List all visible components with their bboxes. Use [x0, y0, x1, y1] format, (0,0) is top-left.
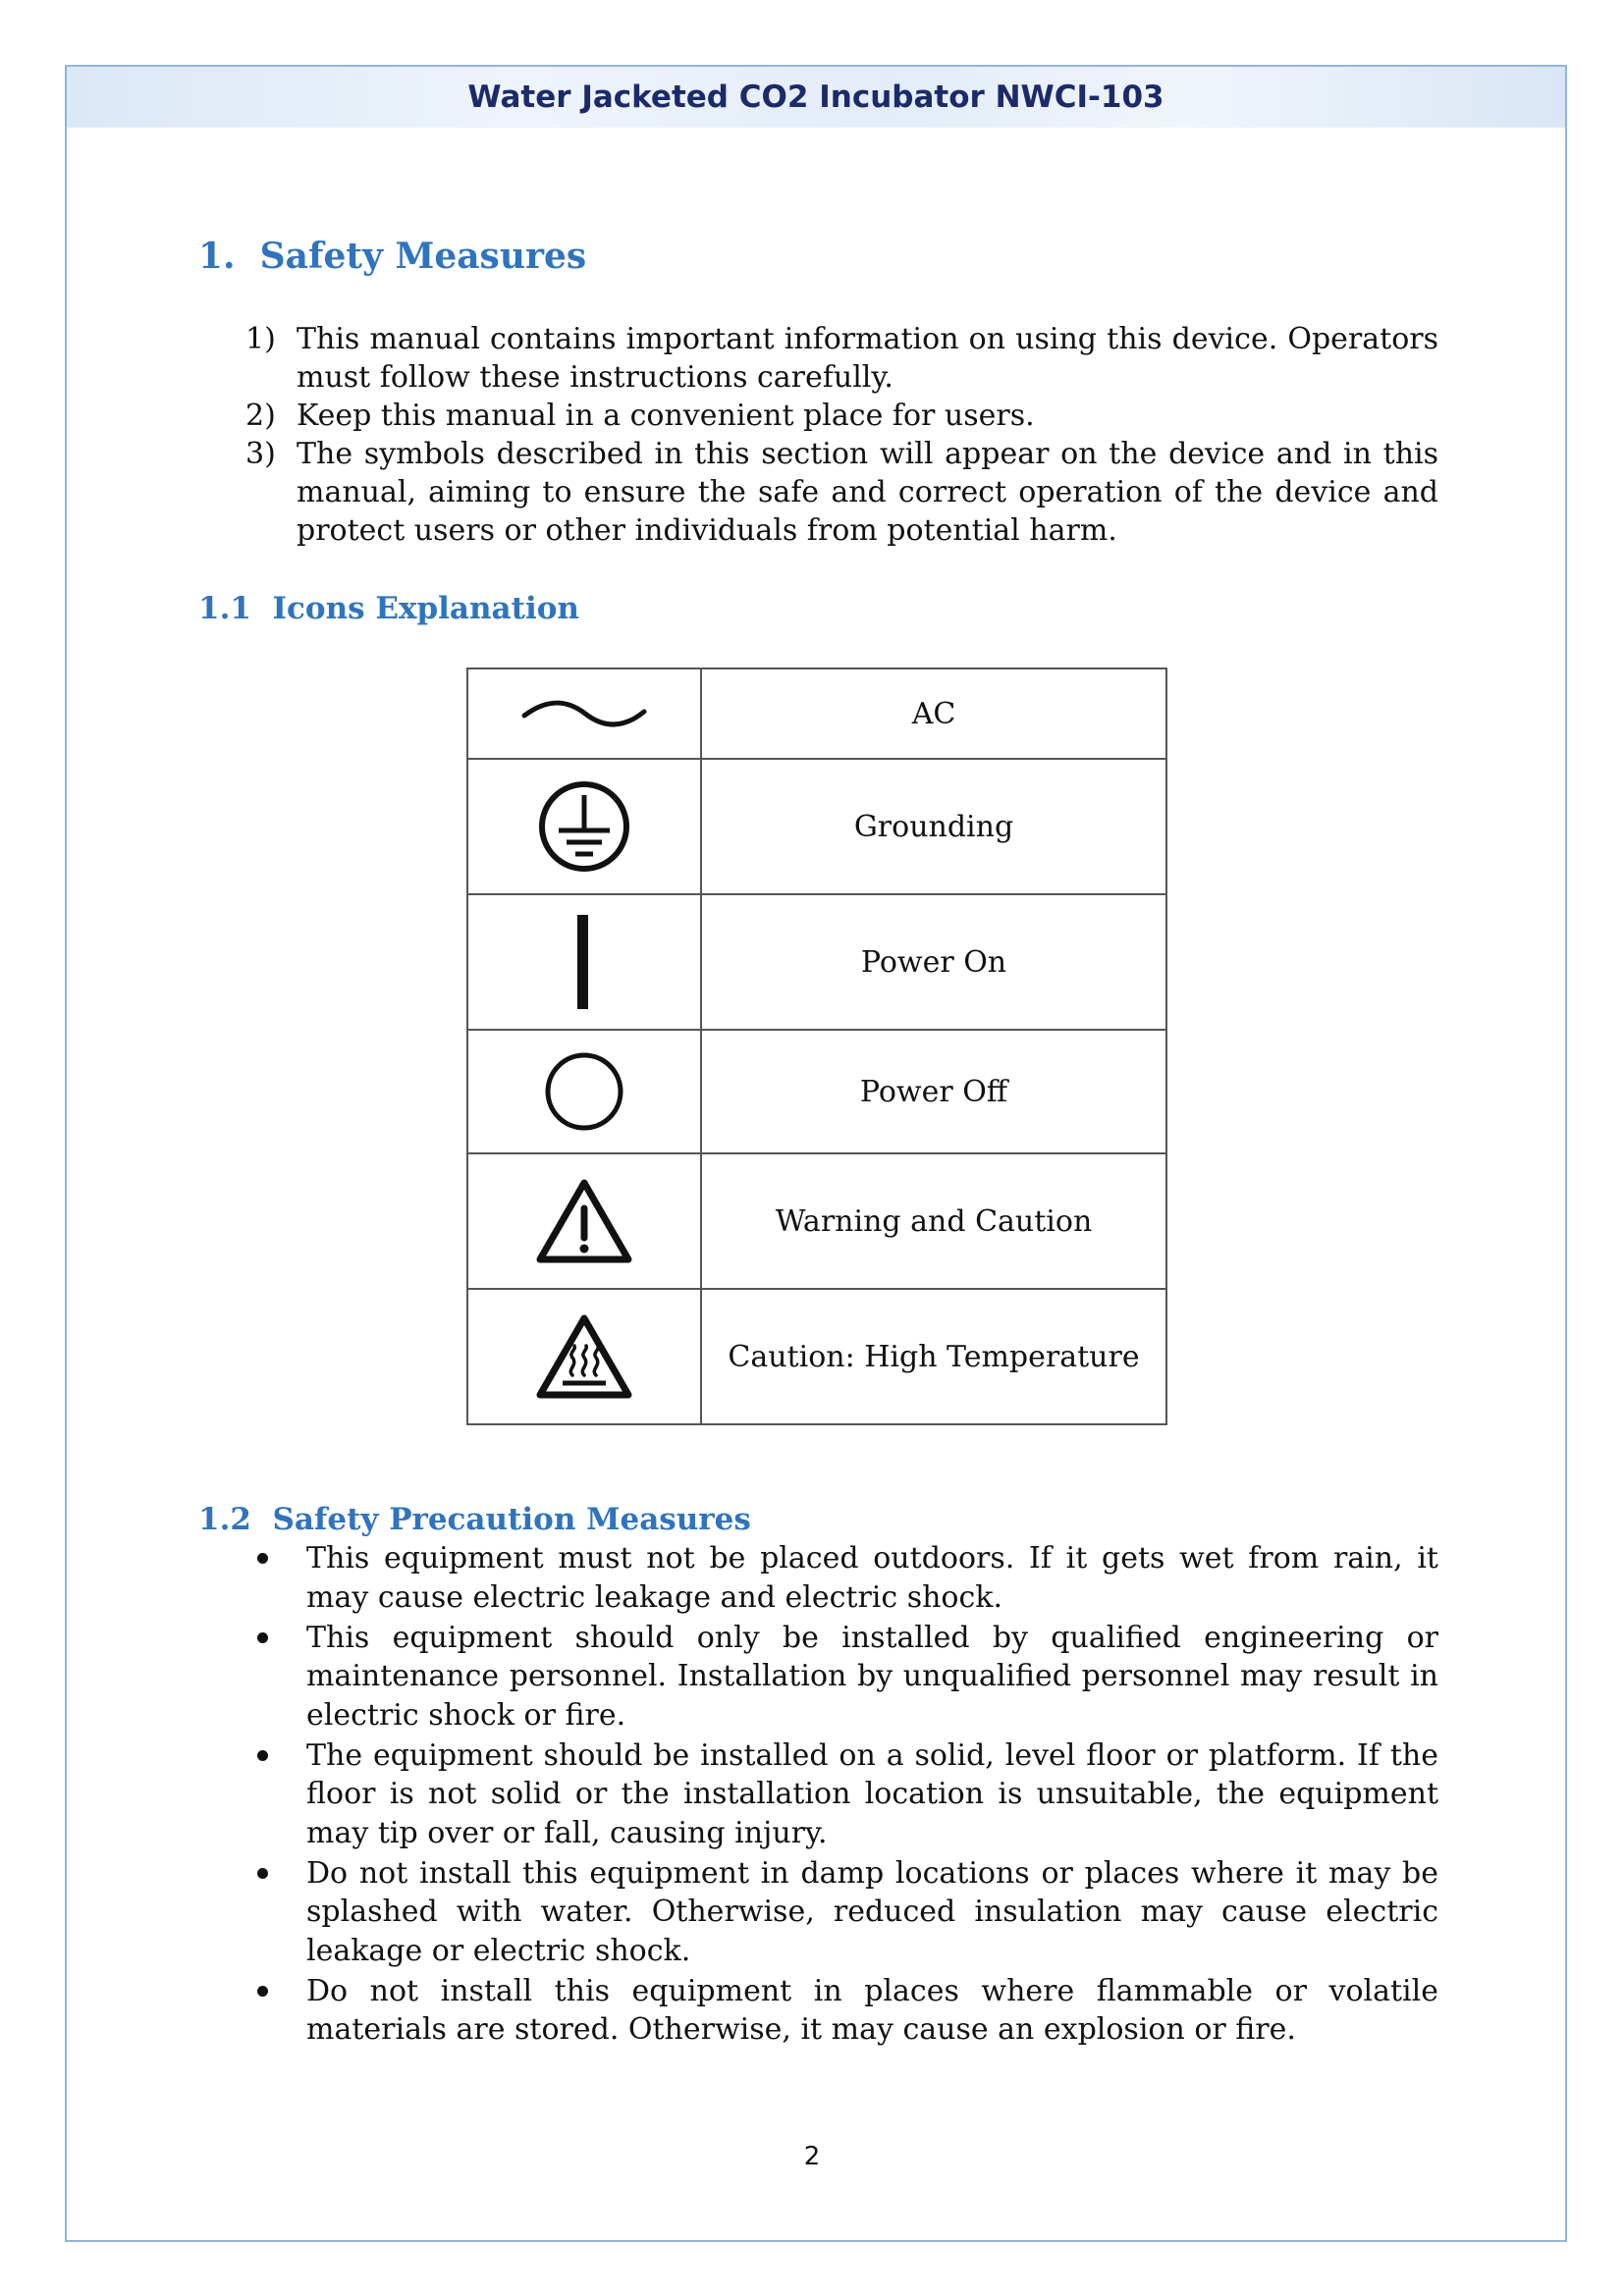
table-row [467, 1030, 1166, 1153]
icon-cell [467, 1289, 701, 1424]
list-item [253, 1736, 1438, 1853]
power-on-icon [565, 911, 604, 1013]
subsection-heading-icons [198, 591, 579, 626]
list-item [245, 435, 1438, 550]
table-row [467, 894, 1166, 1030]
icon-label: Power On [701, 894, 1166, 1030]
table-row [467, 668, 1166, 759]
header-title: Water Jacketed CO2 Incubator NWCI-103 [467, 80, 1164, 115]
precautions-list [253, 1539, 1438, 2051]
power-off-icon [540, 1047, 628, 1136]
warning-triangle-icon [535, 1177, 633, 1265]
list-item-text: Keep this manual in a convenient place for users. [297, 399, 1035, 433]
icon-label: Warning and Caution [701, 1153, 1166, 1289]
table-row [467, 1153, 1166, 1289]
section-heading [198, 236, 586, 277]
icon-cell [467, 894, 701, 1030]
list-item [253, 1619, 1438, 1735]
hot-surface-icon [535, 1312, 633, 1401]
list-item [245, 397, 1438, 435]
list-item-text: The equipment should be installed on a solid, level floor or platform. If the floor is not solid or the installation location is unsuitable, the equipment may tip over or fall, causing injury. [306, 1737, 1438, 1850]
page-number: 2 [803, 2142, 821, 2171]
bullet-icon [257, 1750, 268, 1761]
subsection-heading-precautions [198, 1502, 751, 1537]
list-item [253, 1854, 1438, 1971]
icon-label: Grounding [701, 759, 1166, 894]
icon-label: Power Off [701, 1030, 1166, 1153]
list-item-number: 2) [245, 399, 276, 433]
list-item [245, 320, 1438, 397]
subsection-number: 1.2 [198, 1502, 251, 1537]
table-row [467, 759, 1166, 894]
icon-cell [467, 668, 701, 759]
page-header [67, 67, 1565, 128]
icon-cell [467, 1153, 701, 1289]
section-number: 1. [198, 236, 236, 277]
section-title: Safety Measures [259, 236, 587, 277]
bullet-icon [257, 1553, 268, 1564]
subsection-title: Icons Explanation [272, 591, 579, 626]
bullet-icon [257, 1868, 268, 1879]
bullet-icon [257, 1632, 268, 1643]
bullet-icon [257, 1986, 268, 1997]
subsection-number: 1.1 [198, 591, 251, 626]
icon-cell [467, 1030, 701, 1153]
icon-label: AC [701, 668, 1166, 759]
icon-cell [467, 759, 701, 894]
list-item-text: Do not install this equipment in places where flammable or volatile materials are stored. Otherwise, it may cause an explosion or fire. [306, 1973, 1438, 2047]
subsection-title: Safety Precaution Measures [272, 1502, 751, 1537]
list-item [253, 1972, 1438, 2050]
table-row [467, 1289, 1166, 1424]
list-item-text: This manual contains important information on using this device. Operators must follow these instructions carefully. [297, 322, 1438, 395]
grounding-icon [535, 777, 633, 876]
list-item-text: The symbols described in this section will appear on the device and in this manual, aiming to ensure the safe and correct operation of the device and protect users or other individuals from potential harm. [297, 437, 1438, 548]
list-item-text: This equipment must not be placed outdoors. If it gets wet from rain, it may cause electric leakage and electric shock. [306, 1541, 1438, 1615]
intro-list [245, 320, 1438, 550]
icons-table [466, 667, 1167, 1425]
ac-wave-icon [520, 694, 648, 733]
list-item-number: 1) [245, 322, 276, 356]
list-item-text: Do not install this equipment in damp locations or places where it may be splashed with water. Otherwise, reduced insulation may cause electric leakage or electric shock. [306, 1855, 1438, 1968]
list-item-text: This equipment should only be installed by qualified engineering or maintenance personnel. Installation by unqualified personnel may result in electric shock or fire. [306, 1620, 1438, 1733]
list-item [253, 1539, 1438, 1617]
icon-label: Caution: High Temperature [701, 1289, 1166, 1424]
list-item-number: 3) [245, 437, 276, 471]
